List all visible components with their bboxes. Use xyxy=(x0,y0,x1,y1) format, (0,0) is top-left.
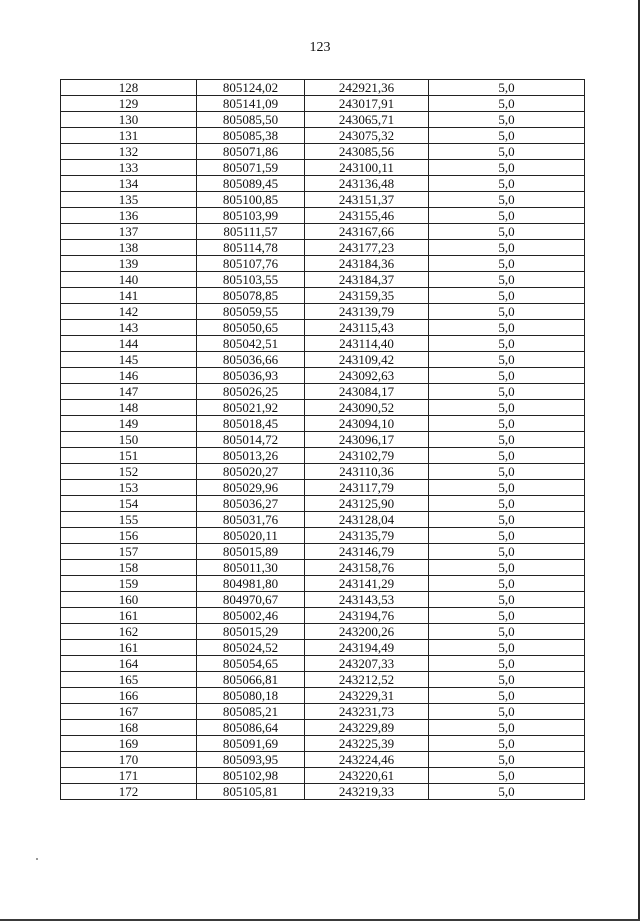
y-coordinate-cell: 243094,10 xyxy=(305,416,429,432)
x-coordinate-cell: 805141,09 xyxy=(197,96,305,112)
accuracy-cell: 5,0 xyxy=(429,736,585,752)
x-coordinate-cell: 805002,46 xyxy=(197,608,305,624)
y-coordinate-cell: 243225,39 xyxy=(305,736,429,752)
point-number-cell: 154 xyxy=(61,496,197,512)
point-number-cell: 170 xyxy=(61,752,197,768)
accuracy-cell: 5,0 xyxy=(429,464,585,480)
x-coordinate-cell: 804981,80 xyxy=(197,576,305,592)
point-number-cell: 139 xyxy=(61,256,197,272)
y-coordinate-cell: 243065,71 xyxy=(305,112,429,128)
accuracy-cell: 5,0 xyxy=(429,592,585,608)
table-row xyxy=(61,624,585,640)
x-coordinate-cell: 805114,78 xyxy=(197,240,305,256)
x-coordinate-cell: 805013,26 xyxy=(197,448,305,464)
y-coordinate-cell: 243155,46 xyxy=(305,208,429,224)
y-coordinate-cell: 243075,32 xyxy=(305,128,429,144)
y-coordinate-cell: 243114,40 xyxy=(305,336,429,352)
point-number-cell: 171 xyxy=(61,768,197,784)
table-row xyxy=(61,720,585,736)
table-row xyxy=(61,160,585,176)
coordinates-table-body xyxy=(61,80,585,800)
accuracy-cell: 5,0 xyxy=(429,496,585,512)
table-row xyxy=(61,304,585,320)
point-number-cell: 140 xyxy=(61,272,197,288)
table-row xyxy=(61,80,585,96)
accuracy-cell: 5,0 xyxy=(429,688,585,704)
table-row xyxy=(61,672,585,688)
x-coordinate-cell: 805018,45 xyxy=(197,416,305,432)
table-row xyxy=(61,256,585,272)
y-coordinate-cell: 243125,90 xyxy=(305,496,429,512)
accuracy-cell: 5,0 xyxy=(429,384,585,400)
x-coordinate-cell: 805036,66 xyxy=(197,352,305,368)
table-row xyxy=(61,544,585,560)
table-row xyxy=(61,576,585,592)
x-coordinate-cell: 805059,55 xyxy=(197,304,305,320)
accuracy-cell: 5,0 xyxy=(429,768,585,784)
x-coordinate-cell: 805015,29 xyxy=(197,624,305,640)
accuracy-cell: 5,0 xyxy=(429,752,585,768)
accuracy-cell: 5,0 xyxy=(429,672,585,688)
x-coordinate-cell: 805015,89 xyxy=(197,544,305,560)
table-row xyxy=(61,240,585,256)
point-number-cell: 158 xyxy=(61,560,197,576)
x-coordinate-cell: 805042,51 xyxy=(197,336,305,352)
accuracy-cell: 5,0 xyxy=(429,544,585,560)
table-row xyxy=(61,368,585,384)
y-coordinate-cell: 243085,56 xyxy=(305,144,429,160)
x-coordinate-cell: 805071,86 xyxy=(197,144,305,160)
table-row xyxy=(61,752,585,768)
y-coordinate-cell: 243102,79 xyxy=(305,448,429,464)
y-coordinate-cell: 243158,76 xyxy=(305,560,429,576)
table-row xyxy=(61,448,585,464)
point-number-cell: 169 xyxy=(61,736,197,752)
table-row xyxy=(61,336,585,352)
accuracy-cell: 5,0 xyxy=(429,96,585,112)
point-number-cell: 167 xyxy=(61,704,197,720)
table-row xyxy=(61,320,585,336)
x-coordinate-cell: 805014,72 xyxy=(197,432,305,448)
accuracy-cell: 5,0 xyxy=(429,528,585,544)
accuracy-cell: 5,0 xyxy=(429,336,585,352)
point-number-cell: 149 xyxy=(61,416,197,432)
table-row xyxy=(61,400,585,416)
accuracy-cell: 5,0 xyxy=(429,400,585,416)
x-coordinate-cell: 805021,92 xyxy=(197,400,305,416)
y-coordinate-cell: 243220,61 xyxy=(305,768,429,784)
point-number-cell: 132 xyxy=(61,144,197,160)
x-coordinate-cell: 805103,99 xyxy=(197,208,305,224)
x-coordinate-cell: 805124,02 xyxy=(197,80,305,96)
x-coordinate-cell: 805071,59 xyxy=(197,160,305,176)
y-coordinate-cell: 243128,04 xyxy=(305,512,429,528)
point-number-cell: 133 xyxy=(61,160,197,176)
point-number-cell: 168 xyxy=(61,720,197,736)
point-number-cell: 131 xyxy=(61,128,197,144)
y-coordinate-cell: 243219,33 xyxy=(305,784,429,800)
accuracy-cell: 5,0 xyxy=(429,720,585,736)
y-coordinate-cell: 243151,37 xyxy=(305,192,429,208)
table-row xyxy=(61,352,585,368)
y-coordinate-cell: 243141,29 xyxy=(305,576,429,592)
point-number-cell: 152 xyxy=(61,464,197,480)
x-coordinate-cell: 805085,50 xyxy=(197,112,305,128)
y-coordinate-cell: 243212,52 xyxy=(305,672,429,688)
y-coordinate-cell: 243100,11 xyxy=(305,160,429,176)
table-row xyxy=(61,176,585,192)
x-coordinate-cell: 805024,52 xyxy=(197,640,305,656)
x-coordinate-cell: 805036,27 xyxy=(197,496,305,512)
y-coordinate-cell: 243146,79 xyxy=(305,544,429,560)
table-row xyxy=(61,144,585,160)
accuracy-cell: 5,0 xyxy=(429,208,585,224)
table-row xyxy=(61,656,585,672)
point-number-cell: 172 xyxy=(61,784,197,800)
y-coordinate-cell: 243117,79 xyxy=(305,480,429,496)
table-row xyxy=(61,736,585,752)
y-coordinate-cell: 243194,76 xyxy=(305,608,429,624)
point-number-cell: 145 xyxy=(61,352,197,368)
point-number-cell: 161 xyxy=(61,640,197,656)
accuracy-cell: 5,0 xyxy=(429,448,585,464)
table-row xyxy=(61,704,585,720)
point-number-cell: 150 xyxy=(61,432,197,448)
table-row xyxy=(61,688,585,704)
y-coordinate-cell: 243135,79 xyxy=(305,528,429,544)
x-coordinate-cell: 805011,30 xyxy=(197,560,305,576)
point-number-cell: 153 xyxy=(61,480,197,496)
accuracy-cell: 5,0 xyxy=(429,192,585,208)
accuracy-cell: 5,0 xyxy=(429,704,585,720)
y-coordinate-cell: 242921,36 xyxy=(305,80,429,96)
x-coordinate-cell: 805036,93 xyxy=(197,368,305,384)
x-coordinate-cell: 805089,45 xyxy=(197,176,305,192)
y-coordinate-cell: 243229,31 xyxy=(305,688,429,704)
x-coordinate-cell: 805080,18 xyxy=(197,688,305,704)
accuracy-cell: 5,0 xyxy=(429,784,585,800)
point-number-cell: 148 xyxy=(61,400,197,416)
table-row xyxy=(61,384,585,400)
accuracy-cell: 5,0 xyxy=(429,624,585,640)
accuracy-cell: 5,0 xyxy=(429,576,585,592)
point-number-cell: 135 xyxy=(61,192,197,208)
table-row xyxy=(61,528,585,544)
x-coordinate-cell: 805085,21 xyxy=(197,704,305,720)
y-coordinate-cell: 243092,63 xyxy=(305,368,429,384)
table-row xyxy=(61,608,585,624)
accuracy-cell: 5,0 xyxy=(429,560,585,576)
accuracy-cell: 5,0 xyxy=(429,368,585,384)
point-number-cell: 130 xyxy=(61,112,197,128)
x-coordinate-cell: 805091,69 xyxy=(197,736,305,752)
point-number-cell: 146 xyxy=(61,368,197,384)
accuracy-cell: 5,0 xyxy=(429,656,585,672)
table-row xyxy=(61,432,585,448)
accuracy-cell: 5,0 xyxy=(429,80,585,96)
y-coordinate-cell: 243090,52 xyxy=(305,400,429,416)
point-number-cell: 136 xyxy=(61,208,197,224)
accuracy-cell: 5,0 xyxy=(429,640,585,656)
coordinates-table-container xyxy=(60,79,584,800)
point-number-cell: 137 xyxy=(61,224,197,240)
y-coordinate-cell: 243231,73 xyxy=(305,704,429,720)
y-coordinate-cell: 243229,89 xyxy=(305,720,429,736)
x-coordinate-cell: 805031,76 xyxy=(197,512,305,528)
y-coordinate-cell: 243159,35 xyxy=(305,288,429,304)
accuracy-cell: 5,0 xyxy=(429,416,585,432)
table-row xyxy=(61,592,585,608)
y-coordinate-cell: 243194,49 xyxy=(305,640,429,656)
y-coordinate-cell: 243084,17 xyxy=(305,384,429,400)
x-coordinate-cell: 805054,65 xyxy=(197,656,305,672)
y-coordinate-cell: 243096,17 xyxy=(305,432,429,448)
x-coordinate-cell: 805093,95 xyxy=(197,752,305,768)
x-coordinate-cell: 805078,85 xyxy=(197,288,305,304)
table-row xyxy=(61,512,585,528)
x-coordinate-cell: 805103,55 xyxy=(197,272,305,288)
point-number-cell: 143 xyxy=(61,320,197,336)
table-row xyxy=(61,128,585,144)
point-number-cell: 141 xyxy=(61,288,197,304)
table-row xyxy=(61,496,585,512)
accuracy-cell: 5,0 xyxy=(429,480,585,496)
y-coordinate-cell: 243139,79 xyxy=(305,304,429,320)
table-row xyxy=(61,416,585,432)
accuracy-cell: 5,0 xyxy=(429,240,585,256)
point-number-cell: 151 xyxy=(61,448,197,464)
y-coordinate-cell: 243184,36 xyxy=(305,256,429,272)
x-coordinate-cell: 805020,11 xyxy=(197,528,305,544)
table-row xyxy=(61,224,585,240)
point-number-cell: 160 xyxy=(61,592,197,608)
x-coordinate-cell: 805050,65 xyxy=(197,320,305,336)
x-coordinate-cell: 805107,76 xyxy=(197,256,305,272)
page-number: 123 xyxy=(309,40,331,55)
x-coordinate-cell: 805100,85 xyxy=(197,192,305,208)
y-coordinate-cell: 243177,23 xyxy=(305,240,429,256)
accuracy-cell: 5,0 xyxy=(429,256,585,272)
x-coordinate-cell: 804970,67 xyxy=(197,592,305,608)
y-coordinate-cell: 243167,66 xyxy=(305,224,429,240)
point-number-cell: 144 xyxy=(61,336,197,352)
x-coordinate-cell: 805029,96 xyxy=(197,480,305,496)
point-number-cell: 134 xyxy=(61,176,197,192)
point-number-cell: 156 xyxy=(61,528,197,544)
table-row xyxy=(61,96,585,112)
x-coordinate-cell: 805066,81 xyxy=(197,672,305,688)
x-coordinate-cell: 805020,27 xyxy=(197,464,305,480)
x-coordinate-cell: 805102,98 xyxy=(197,768,305,784)
point-number-cell: 166 xyxy=(61,688,197,704)
x-coordinate-cell: 805085,38 xyxy=(197,128,305,144)
accuracy-cell: 5,0 xyxy=(429,608,585,624)
table-row xyxy=(61,768,585,784)
y-coordinate-cell: 243136,48 xyxy=(305,176,429,192)
table-row xyxy=(61,480,585,496)
point-number-cell: 162 xyxy=(61,624,197,640)
point-number-cell: 165 xyxy=(61,672,197,688)
accuracy-cell: 5,0 xyxy=(429,144,585,160)
accuracy-cell: 5,0 xyxy=(429,128,585,144)
accuracy-cell: 5,0 xyxy=(429,352,585,368)
accuracy-cell: 5,0 xyxy=(429,272,585,288)
accuracy-cell: 5,0 xyxy=(429,176,585,192)
accuracy-cell: 5,0 xyxy=(429,112,585,128)
y-coordinate-cell: 243110,36 xyxy=(305,464,429,480)
point-number-cell: 147 xyxy=(61,384,197,400)
accuracy-cell: 5,0 xyxy=(429,432,585,448)
x-coordinate-cell: 805105,81 xyxy=(197,784,305,800)
y-coordinate-cell: 243224,46 xyxy=(305,752,429,768)
table-row xyxy=(61,784,585,800)
x-coordinate-cell: 805111,57 xyxy=(197,224,305,240)
table-row xyxy=(61,464,585,480)
accuracy-cell: 5,0 xyxy=(429,224,585,240)
point-number-cell: 129 xyxy=(61,96,197,112)
table-row xyxy=(61,640,585,656)
table-row xyxy=(61,272,585,288)
accuracy-cell: 5,0 xyxy=(429,288,585,304)
point-number-cell: 157 xyxy=(61,544,197,560)
table-row xyxy=(61,560,585,576)
y-coordinate-cell: 243143,53 xyxy=(305,592,429,608)
point-number-cell: 138 xyxy=(61,240,197,256)
x-coordinate-cell: 805086,64 xyxy=(197,720,305,736)
point-number-cell: 161 xyxy=(61,608,197,624)
x-coordinate-cell: 805026,25 xyxy=(197,384,305,400)
y-coordinate-cell: 243115,43 xyxy=(305,320,429,336)
table-row xyxy=(61,112,585,128)
point-number-cell: 164 xyxy=(61,656,197,672)
point-number-cell: 128 xyxy=(61,80,197,96)
y-coordinate-cell: 243207,33 xyxy=(305,656,429,672)
table-row xyxy=(61,208,585,224)
scan-speck xyxy=(36,858,38,860)
table-row xyxy=(61,288,585,304)
accuracy-cell: 5,0 xyxy=(429,304,585,320)
accuracy-cell: 5,0 xyxy=(429,320,585,336)
accuracy-cell: 5,0 xyxy=(429,160,585,176)
accuracy-cell: 5,0 xyxy=(429,512,585,528)
y-coordinate-cell: 243109,42 xyxy=(305,352,429,368)
table-row xyxy=(61,192,585,208)
point-number-cell: 159 xyxy=(61,576,197,592)
point-number-cell: 155 xyxy=(61,512,197,528)
y-coordinate-cell: 243184,37 xyxy=(305,272,429,288)
point-number-cell: 142 xyxy=(61,304,197,320)
y-coordinate-cell: 243200,26 xyxy=(305,624,429,640)
coordinates-table xyxy=(60,79,585,800)
y-coordinate-cell: 243017,91 xyxy=(305,96,429,112)
